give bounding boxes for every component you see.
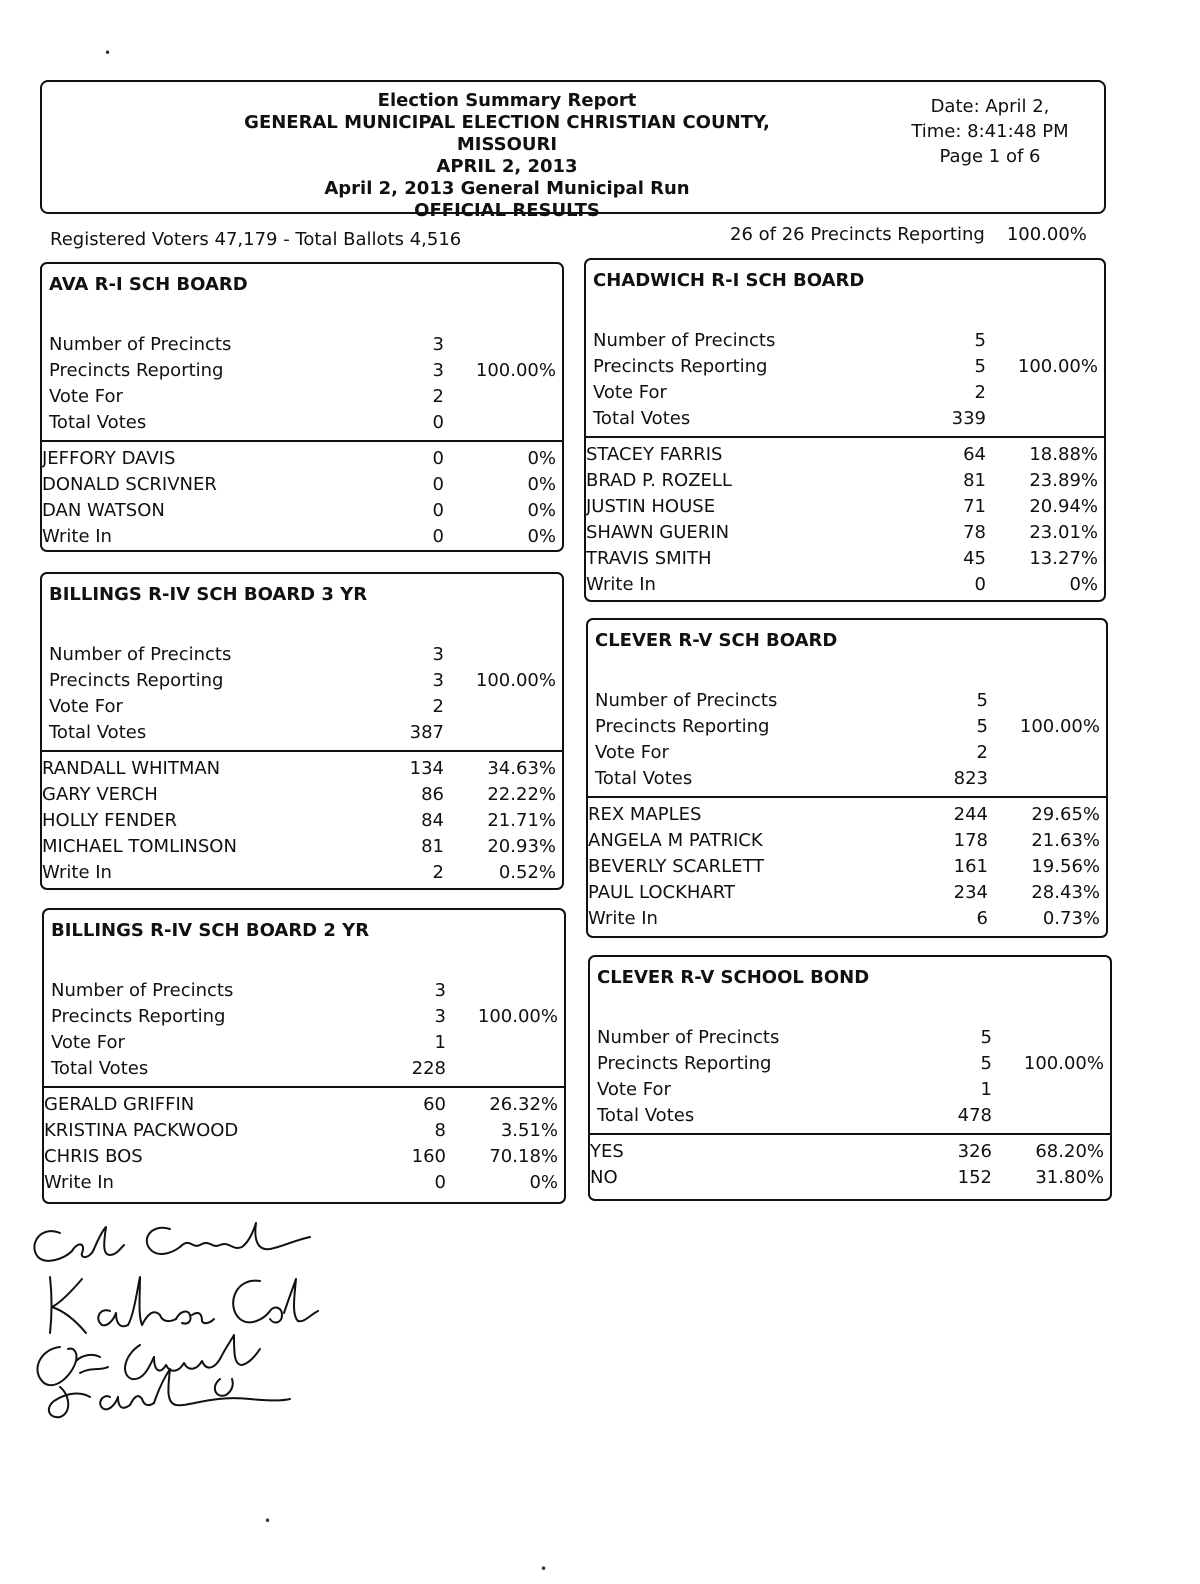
candidate-pct: 0%	[527, 448, 556, 469]
contest-divider	[586, 436, 1104, 438]
candidate-pct: 23.89%	[1029, 470, 1098, 491]
stat-row-vote-for	[586, 382, 1104, 407]
stat-row-num-precincts	[42, 644, 562, 669]
stat-label: Number of Precincts	[49, 644, 232, 665]
contest-divider	[42, 440, 562, 442]
candidate-row	[44, 1094, 564, 1119]
stat-label: Total Votes	[49, 412, 147, 433]
stat-value: 5	[980, 1027, 992, 1048]
contest-title: CHADWICH R-I SCH BOARD	[593, 270, 865, 291]
stat-value: 5	[976, 690, 988, 711]
candidate-row	[586, 522, 1104, 547]
candidate-name: RANDALL WHITMAN	[42, 758, 221, 779]
candidate-name: REX MAPLES	[588, 804, 702, 825]
candidate-pct: 0.73%	[1042, 908, 1100, 929]
contest-divider	[44, 1086, 564, 1088]
stat-value: 339	[951, 408, 986, 429]
stat-label: Number of Precincts	[593, 330, 776, 351]
candidate-votes: 161	[953, 856, 988, 877]
candidate-row	[42, 862, 562, 887]
candidate-pct: 0%	[529, 1172, 558, 1193]
stat-row-precincts-reporting	[586, 356, 1104, 381]
candidate-pct: 22.22%	[487, 784, 556, 805]
stat-label: Number of Precincts	[597, 1027, 780, 1048]
contest-title: BILLINGS R-IV SCH BOARD 2 YR	[51, 920, 370, 941]
candidate-votes: 60	[423, 1094, 446, 1115]
candidate-votes: 326	[957, 1141, 992, 1162]
candidate-votes: 2	[432, 862, 444, 883]
stat-value: 5	[974, 330, 986, 351]
candidate-name: GARY VERCH	[42, 784, 158, 805]
candidate-name: GERALD GRIFFIN	[44, 1094, 195, 1115]
candidate-pct: 28.43%	[1031, 882, 1100, 903]
contest-box	[584, 258, 1106, 602]
signatures-image	[20, 1215, 340, 1425]
candidate-name: Write In	[42, 862, 112, 883]
stat-label: Precincts Reporting	[597, 1053, 772, 1074]
contest-divider	[590, 1133, 1110, 1135]
report-title-block	[192, 90, 822, 222]
candidate-pct: 18.88%	[1029, 444, 1098, 465]
stat-label: Number of Precincts	[49, 334, 232, 355]
candidate-votes: 234	[953, 882, 988, 903]
stat-row-total-votes	[586, 408, 1104, 433]
stat-label: Vote For	[51, 1032, 125, 1053]
stat-row-num-precincts	[44, 980, 564, 1005]
reporting-pct: 100.00%	[475, 360, 556, 381]
stat-value: 228	[411, 1058, 446, 1079]
candidate-votes: 0	[432, 500, 444, 521]
candidate-pct: 13.27%	[1029, 548, 1098, 569]
stat-label: Vote For	[595, 742, 669, 763]
stat-label: Total Votes	[595, 768, 693, 789]
candidate-votes: 45	[963, 548, 986, 569]
results-status: OFFICIAL RESULTS	[414, 200, 600, 221]
stat-row-num-precincts	[590, 1027, 1110, 1052]
candidate-votes: 0	[434, 1172, 446, 1193]
precincts-reporting-summary	[730, 224, 1087, 245]
candidate-votes: 160	[411, 1146, 446, 1167]
stat-row-num-precincts	[588, 690, 1106, 715]
stat-label: Vote For	[49, 386, 123, 407]
candidate-row	[44, 1120, 564, 1145]
stat-value: 387	[409, 722, 444, 743]
candidate-votes: 81	[421, 836, 444, 857]
candidate-row	[42, 784, 562, 809]
stat-value: 3	[432, 360, 444, 381]
signature-2-icon	[50, 1277, 318, 1333]
candidate-pct: 68.20%	[1035, 1141, 1104, 1162]
election-date: APRIL 2, 2013	[436, 156, 578, 177]
candidate-name: STACEY FARRIS	[586, 444, 723, 465]
candidate-name: Write In	[586, 574, 656, 595]
stat-value: 1	[980, 1079, 992, 1100]
report-date: Date: April 2,	[930, 96, 1050, 117]
stat-value: 2	[432, 386, 444, 407]
contest-divider	[588, 796, 1106, 798]
stat-label: Total Votes	[593, 408, 691, 429]
stat-value: 823	[953, 768, 988, 789]
candidate-pct: 0%	[1069, 574, 1098, 595]
candidate-votes: 81	[963, 470, 986, 491]
candidate-votes: 8	[434, 1120, 446, 1141]
candidate-row	[586, 548, 1104, 573]
reporting-pct: 100.00%	[1017, 356, 1098, 377]
signature-3-icon	[37, 1335, 260, 1385]
stat-row-vote-for	[590, 1079, 1110, 1104]
precincts-reporting-pct: 100.00%	[1006, 224, 1087, 245]
stat-label: Precincts Reporting	[595, 716, 770, 737]
contest-box	[40, 572, 564, 890]
stat-row-total-votes	[590, 1105, 1110, 1130]
stat-label: Precincts Reporting	[49, 360, 224, 381]
candidate-pct: 21.71%	[487, 810, 556, 831]
candidate-name: JUSTIN HOUSE	[586, 496, 716, 517]
candidate-pct: 20.94%	[1029, 496, 1098, 517]
scan-artifact: •	[104, 46, 112, 60]
candidate-row	[42, 448, 562, 473]
stat-label: Vote For	[49, 696, 123, 717]
reporting-pct: 100.00%	[475, 670, 556, 691]
stat-value: 0	[432, 412, 444, 433]
stat-label: Precincts Reporting	[49, 670, 224, 691]
signature-4-icon	[49, 1369, 290, 1417]
candidate-row	[42, 474, 562, 499]
stat-row-vote-for	[42, 386, 562, 411]
candidate-pct: 26.32%	[489, 1094, 558, 1115]
candidate-name: Write In	[44, 1172, 114, 1193]
candidate-name: SHAWN GUERIN	[586, 522, 730, 543]
stat-value: 478	[957, 1105, 992, 1126]
candidate-pct: 20.93%	[487, 836, 556, 857]
candidate-row	[588, 856, 1106, 881]
contest-box	[42, 908, 566, 1204]
report-meta	[890, 94, 1090, 169]
candidate-name: TRAVIS SMITH	[586, 548, 712, 569]
stat-row-num-precincts	[42, 334, 562, 359]
stat-row-total-votes	[588, 768, 1106, 793]
contest-title: AVA R-I SCH BOARD	[49, 274, 248, 295]
candidate-votes: 0	[432, 526, 444, 547]
candidate-name: ANGELA M PATRICK	[588, 830, 763, 851]
candidate-votes: 71	[963, 496, 986, 517]
stat-row-total-votes	[42, 412, 562, 437]
candidate-pct: 0%	[527, 474, 556, 495]
candidate-name: KRISTINA PACKWOOD	[44, 1120, 239, 1141]
candidate-votes: 6	[976, 908, 988, 929]
stat-label: Total Votes	[49, 722, 147, 743]
stat-value: 5	[974, 356, 986, 377]
stat-value: 3	[434, 1006, 446, 1027]
candidate-votes: 64	[963, 444, 986, 465]
candidate-votes: 134	[409, 758, 444, 779]
scan-artifact: •	[540, 1562, 548, 1576]
candidate-pct: 29.65%	[1031, 804, 1100, 825]
candidate-row	[586, 496, 1104, 521]
candidate-votes: 0	[432, 474, 444, 495]
reporting-pct: 100.00%	[1019, 716, 1100, 737]
report-header	[40, 80, 1106, 221]
stat-label: Number of Precincts	[595, 690, 778, 711]
run-name: April 2, 2013 General Municipal Run	[324, 178, 690, 199]
report-title: Election Summary Report	[377, 90, 637, 111]
candidate-row	[590, 1167, 1110, 1192]
candidate-pct: 0.52%	[498, 862, 556, 883]
stat-row-precincts-reporting	[590, 1053, 1110, 1078]
stat-row-precincts-reporting	[42, 670, 562, 695]
candidate-row	[42, 526, 562, 551]
candidate-name: Write In	[588, 908, 658, 929]
candidate-votes: 86	[421, 784, 444, 805]
report-time: Time: 8:41:48 PM	[911, 121, 1069, 142]
candidate-row	[588, 830, 1106, 855]
stat-row-vote-for	[44, 1032, 564, 1057]
stat-row-total-votes	[44, 1058, 564, 1083]
candidate-name: Write In	[42, 526, 112, 547]
stat-row-num-precincts	[586, 330, 1104, 355]
candidate-votes: 178	[953, 830, 988, 851]
stat-row-precincts-reporting	[588, 716, 1106, 741]
stat-label: Total Votes	[51, 1058, 149, 1079]
stat-row-precincts-reporting	[42, 360, 562, 385]
candidate-name: DONALD SCRIVNER	[42, 474, 217, 495]
reporting-pct: 100.00%	[1023, 1053, 1104, 1074]
candidate-row	[586, 444, 1104, 469]
stat-label: Number of Precincts	[51, 980, 234, 1001]
candidate-row	[588, 908, 1106, 933]
candidate-row	[586, 574, 1104, 599]
stat-value: 3	[434, 980, 446, 1001]
candidate-name: BRAD P. ROZELL	[586, 470, 732, 491]
candidate-pct: 0%	[527, 500, 556, 521]
contest-divider	[42, 750, 562, 752]
stat-value: 5	[980, 1053, 992, 1074]
stat-label: Vote For	[597, 1079, 671, 1100]
election-name: GENERAL MUNICIPAL ELECTION CHRISTIAN COUNTY, MISSOURI	[244, 112, 770, 155]
stat-label: Vote For	[593, 382, 667, 403]
contest-box	[40, 262, 564, 552]
candidate-name: HOLLY FENDER	[42, 810, 178, 831]
stat-value: 3	[432, 644, 444, 665]
stat-value: 5	[976, 716, 988, 737]
stat-row-precincts-reporting	[44, 1006, 564, 1031]
candidate-name: DAN WATSON	[42, 500, 165, 521]
stat-label: Precincts Reporting	[51, 1006, 226, 1027]
stat-row-vote-for	[588, 742, 1106, 767]
stat-row-vote-for	[42, 696, 562, 721]
candidate-row	[44, 1172, 564, 1197]
stat-value: 1	[434, 1032, 446, 1053]
stat-value: 3	[432, 334, 444, 355]
candidate-row	[588, 804, 1106, 829]
candidate-pct: 70.18%	[489, 1146, 558, 1167]
candidate-name: BEVERLY SCARLETT	[588, 856, 765, 877]
reporting-pct: 100.00%	[477, 1006, 558, 1027]
stat-label: Total Votes	[597, 1105, 695, 1126]
stat-value: 3	[432, 670, 444, 691]
candidate-row	[42, 810, 562, 835]
contest-box	[586, 618, 1108, 938]
candidate-pct: 21.63%	[1031, 830, 1100, 851]
candidate-row	[588, 882, 1106, 907]
contest-box	[588, 955, 1112, 1201]
candidate-pct: 34.63%	[487, 758, 556, 779]
page-number: Page 1 of 6	[939, 146, 1041, 167]
candidate-pct: 3.51%	[500, 1120, 558, 1141]
scan-artifact: •	[264, 1514, 272, 1528]
candidate-votes: 152	[957, 1167, 992, 1188]
candidate-votes: 78	[963, 522, 986, 543]
candidate-row	[42, 758, 562, 783]
candidate-pct: 31.80%	[1035, 1167, 1104, 1188]
candidate-pct: 19.56%	[1031, 856, 1100, 877]
stat-label: Precincts Reporting	[593, 356, 768, 377]
candidate-name: YES	[590, 1141, 624, 1162]
stat-value: 2	[974, 382, 986, 403]
candidate-name: CHRIS BOS	[44, 1146, 143, 1167]
registered-voters-summary: Registered Voters 47,179 - Total Ballots 4,516	[50, 229, 462, 250]
candidate-votes: 84	[421, 810, 444, 831]
candidate-row	[590, 1141, 1110, 1166]
candidate-name: MICHAEL TOMLINSON	[42, 836, 237, 857]
candidate-row	[44, 1146, 564, 1171]
candidate-row	[586, 470, 1104, 495]
candidate-row	[42, 836, 562, 861]
contest-title: BILLINGS R-IV SCH BOARD 3 YR	[49, 584, 368, 605]
candidate-votes: 0	[432, 448, 444, 469]
candidate-votes: 0	[974, 574, 986, 595]
stat-value: 2	[976, 742, 988, 763]
candidate-name: JEFFORY DAVIS	[42, 448, 176, 469]
candidate-pct: 23.01%	[1029, 522, 1098, 543]
candidate-votes: 244	[953, 804, 988, 825]
stat-value: 2	[432, 696, 444, 717]
contest-title: CLEVER R-V SCHOOL BOND	[597, 967, 870, 988]
precincts-reporting-text: 26 of 26 Precincts Reporting	[730, 224, 985, 245]
candidate-name: NO	[590, 1167, 618, 1188]
stat-row-total-votes	[42, 722, 562, 747]
signature-1-icon	[34, 1223, 310, 1261]
contest-title: CLEVER R-V SCH BOARD	[595, 630, 838, 651]
candidate-name: PAUL LOCKHART	[588, 882, 735, 903]
candidate-pct: 0%	[527, 526, 556, 547]
candidate-row	[42, 500, 562, 525]
